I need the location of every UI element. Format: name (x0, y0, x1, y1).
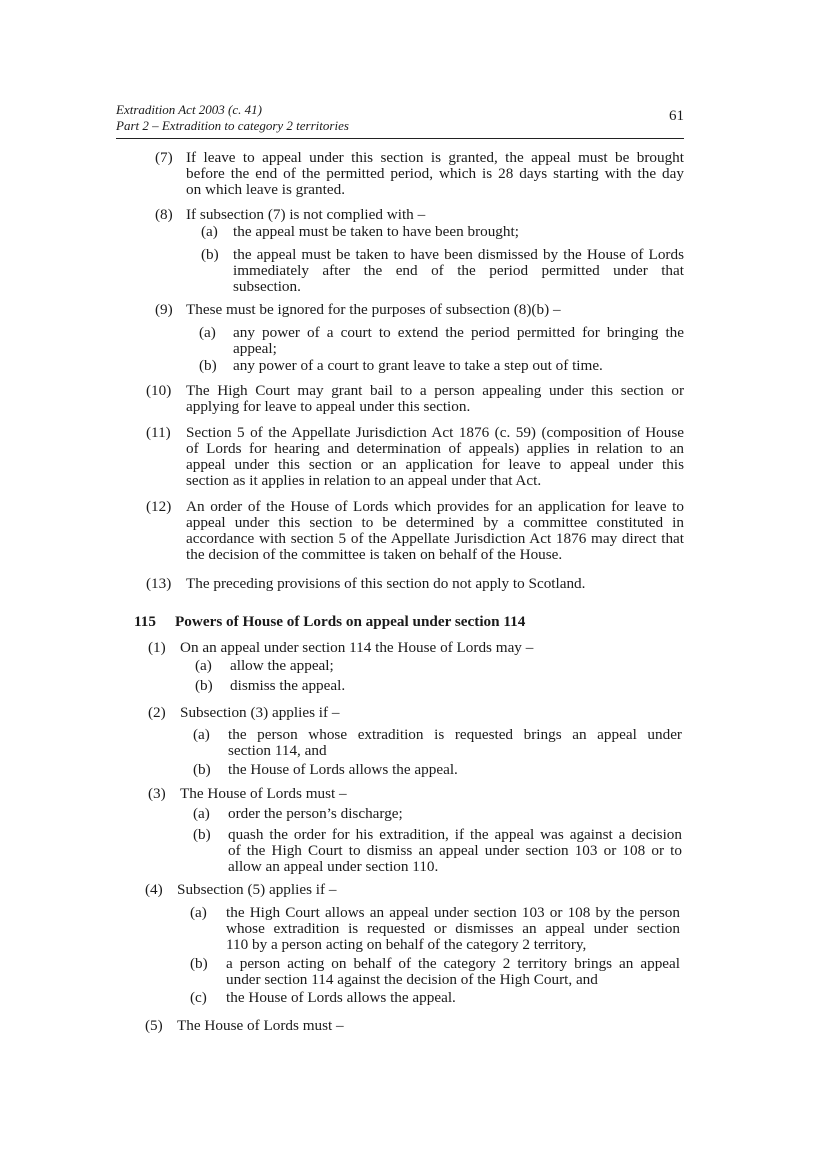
sec115-title-text: Powers of House of Lords on appeal under section 114 (175, 613, 526, 630)
s10-l1-text: The High Court may grant bail to a person appealing under this section or (186, 382, 684, 399)
s11-l3-text: appeal under this section or an application for leave to appeal under this (186, 456, 684, 473)
s9-l1-text: These must be ignored for the purposes of subsection (8)(b) – (186, 301, 561, 318)
p1b-num-marker: (b) (195, 677, 213, 694)
p4a-l2-text: whose extradition is requested or dismisses an appeal under section (226, 920, 680, 937)
p4-l1-text: Subsection (5) applies if – (177, 881, 337, 898)
p4c-l1-text: the House of Lords allows the appeal. (226, 989, 456, 1006)
s7-l3-text: on which leave is granted. (186, 181, 345, 198)
s7-l2-text: before the end of the permitted period, which is 28 days starting with the day (186, 165, 684, 182)
s8a-num-marker: (a) (201, 223, 218, 240)
s11-l4-text: section as it applies in relation to an appeal under that Act. (186, 472, 542, 489)
p1-l1-text: On an appeal under section 114 the House of Lords may – (180, 639, 534, 656)
s9a-num-marker: (a) (199, 324, 216, 341)
running-header (116, 100, 684, 139)
p2-num-marker: (2) (148, 704, 166, 721)
s8b-l3-text: subsection. (233, 278, 301, 295)
s7-num-marker: (7) (155, 149, 173, 166)
page-number: 61 (669, 108, 684, 124)
p3-l1-text: The House of Lords must – (180, 785, 347, 802)
p3a-l1-text: order the person’s discharge; (228, 805, 403, 822)
p2-l1-text: Subsection (3) applies if – (180, 704, 340, 721)
p3b-num-marker: (b) (193, 826, 211, 843)
s9a-l1-text: any power of a court to extend the period permitted for bringing the (233, 324, 684, 341)
s7-l1-text: If leave to appeal under this section is granted, the appeal must be brought (186, 149, 684, 166)
s9-num-marker: (9) (155, 301, 173, 318)
p4a-num-marker: (a) (190, 904, 207, 921)
p4-num-marker: (4) (145, 881, 163, 898)
s8b-l2-text: immediately after the end of the period permitted under that (233, 262, 684, 279)
p3b-l3-text: allow an appeal under section 110. (228, 858, 439, 875)
p4a-l3-text: 110 by a person acting on behalf of the category 2 territory, (226, 936, 587, 953)
s13-l1-text: The preceding provisions of this section do not apply to Scotland. (186, 575, 586, 592)
p4c-num-marker: (c) (190, 989, 207, 1006)
p2a-l1-text: the person whose extradition is requested brings an appeal under (228, 726, 682, 743)
p3b-l2-text: of the High Court to dismiss an appeal under section 103 or 108 or to (228, 842, 682, 859)
s8b-num-marker: (b) (201, 246, 219, 263)
s9a-l2-text: appeal; (233, 340, 277, 357)
p3b-l1-text: quash the order for his extradition, if the appeal was against a decision (228, 826, 682, 843)
s10-num-marker: (10) (146, 382, 172, 399)
s13-num-marker: (13) (146, 575, 172, 592)
p1a-num-marker: (a) (195, 657, 212, 674)
s11-l2-text: of Lords for hearing and determination of appeals) applies in relation to an (186, 440, 684, 457)
s11-l1-text: Section 5 of the Appellate Jurisdiction Act 1876 (c. 59) (composition of House (186, 424, 684, 441)
p1a-l1-text: allow the appeal; (230, 657, 334, 674)
s12-num-marker: (12) (146, 498, 172, 515)
s11-num-marker: (11) (146, 424, 171, 441)
p3a-num-marker: (a) (193, 805, 210, 822)
s8a-l1-text: the appeal must be taken to have been brought; (233, 223, 519, 240)
s12-l2-text: appeal under this section to be determined by a committee constituted in (186, 514, 684, 531)
p5-l1-text: The House of Lords must – (177, 1017, 344, 1034)
p2b-num-marker: (b) (193, 761, 211, 778)
p1-num-marker: (1) (148, 639, 166, 656)
s12-l4-text: the decision of the committee is taken on behalf of the House. (186, 546, 563, 563)
s9b-l1-text: any power of a court to grant leave to take a step out of time. (233, 357, 603, 374)
p3-num-marker: (3) (148, 785, 166, 802)
p4b-num-marker: (b) (190, 955, 208, 972)
p2a-num-marker: (a) (193, 726, 210, 743)
p2b-l1-text: the House of Lords allows the appeal. (228, 761, 458, 778)
s8b-l1-text: the appeal must be taken to have been dismissed by the House of Lords (233, 246, 684, 263)
p2a-l2-text: section 114, and (228, 742, 327, 759)
sec115-num-marker: 115 (134, 613, 156, 630)
s8-num-marker: (8) (155, 206, 173, 223)
s12-l3-text: accordance with section 5 of the Appellate Jurisdiction Act 1876 may direct that (186, 530, 684, 547)
p4a-l1-text: the High Court allows an appeal under section 103 or 108 by the person (226, 904, 680, 921)
act-title: Extradition Act 2003 (c. 41) (116, 102, 262, 117)
p1b-l1-text: dismiss the appeal. (230, 677, 346, 694)
s9b-num-marker: (b) (199, 357, 217, 374)
s12-l1-text: An order of the House of Lords which provides for an application for leave to (186, 498, 684, 515)
p4b-l1-text: a person acting on behalf of the category 2 territory brings an appeal (226, 955, 680, 972)
s8-l1-text: If subsection (7) is not complied with – (186, 206, 426, 223)
s10-l2-text: applying for leave to appeal under this section. (186, 398, 471, 415)
part-title: Part 2 – Extradition to category 2 territories (116, 118, 349, 133)
p5-num-marker: (5) (145, 1017, 163, 1034)
p4b-l2-text: under section 114 against the decision of the High Court, and (226, 971, 598, 988)
